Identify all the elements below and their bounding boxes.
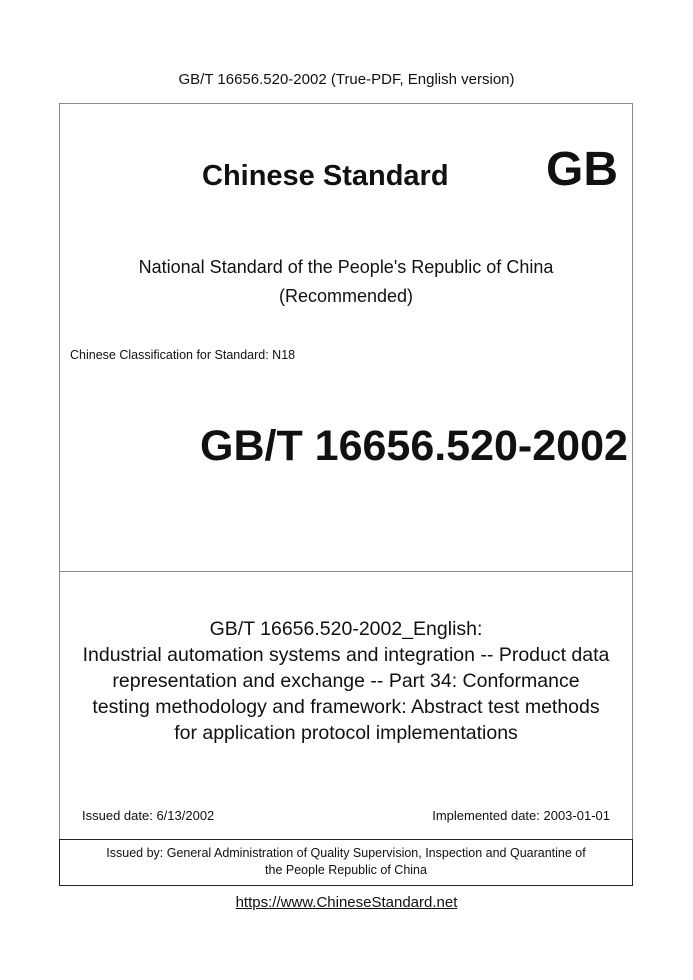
national-standard-label: National Standard of the People's Republic of China xyxy=(138,257,554,277)
chinese-standard-heading: Chinese Standard xyxy=(202,160,449,192)
recommended-label: (Recommended) xyxy=(278,286,414,306)
issuer-line: the People Republic of China xyxy=(265,863,427,877)
issued-date: Issued date: 6/13/2002 xyxy=(82,808,215,823)
implemented-date: Implemented date: 2003-01-01 xyxy=(432,808,610,823)
page-header: GB/T 16656.520-2002 (True-PDF, English version) xyxy=(178,71,515,88)
title-line: testing methodology and framework: Abstract test methods xyxy=(92,696,600,718)
website-link[interactable]: https://www.ChineseStandard.net xyxy=(235,894,458,911)
section-divider xyxy=(60,571,632,572)
classification-label: Chinese Classification for Standard: N18 xyxy=(70,348,296,362)
title-line: GB/T 16656.520-2002_English: xyxy=(209,618,483,640)
cover-frame xyxy=(59,103,633,886)
standard-number: GB/T 16656.520-2002 xyxy=(200,422,628,470)
issuer-box xyxy=(59,839,633,886)
title-line: Industrial automation systems and integration -- Product data xyxy=(82,644,610,666)
issuer-line: Issued by: General Administration of Quality Supervision, Inspection and Quarantine of xyxy=(106,846,586,860)
standard-title xyxy=(60,616,632,746)
gb-mark: GB xyxy=(546,143,618,196)
title-line: for application protocol implementations xyxy=(174,722,518,744)
title-line: representation and exchange -- Part 34: Conformance xyxy=(112,670,580,692)
